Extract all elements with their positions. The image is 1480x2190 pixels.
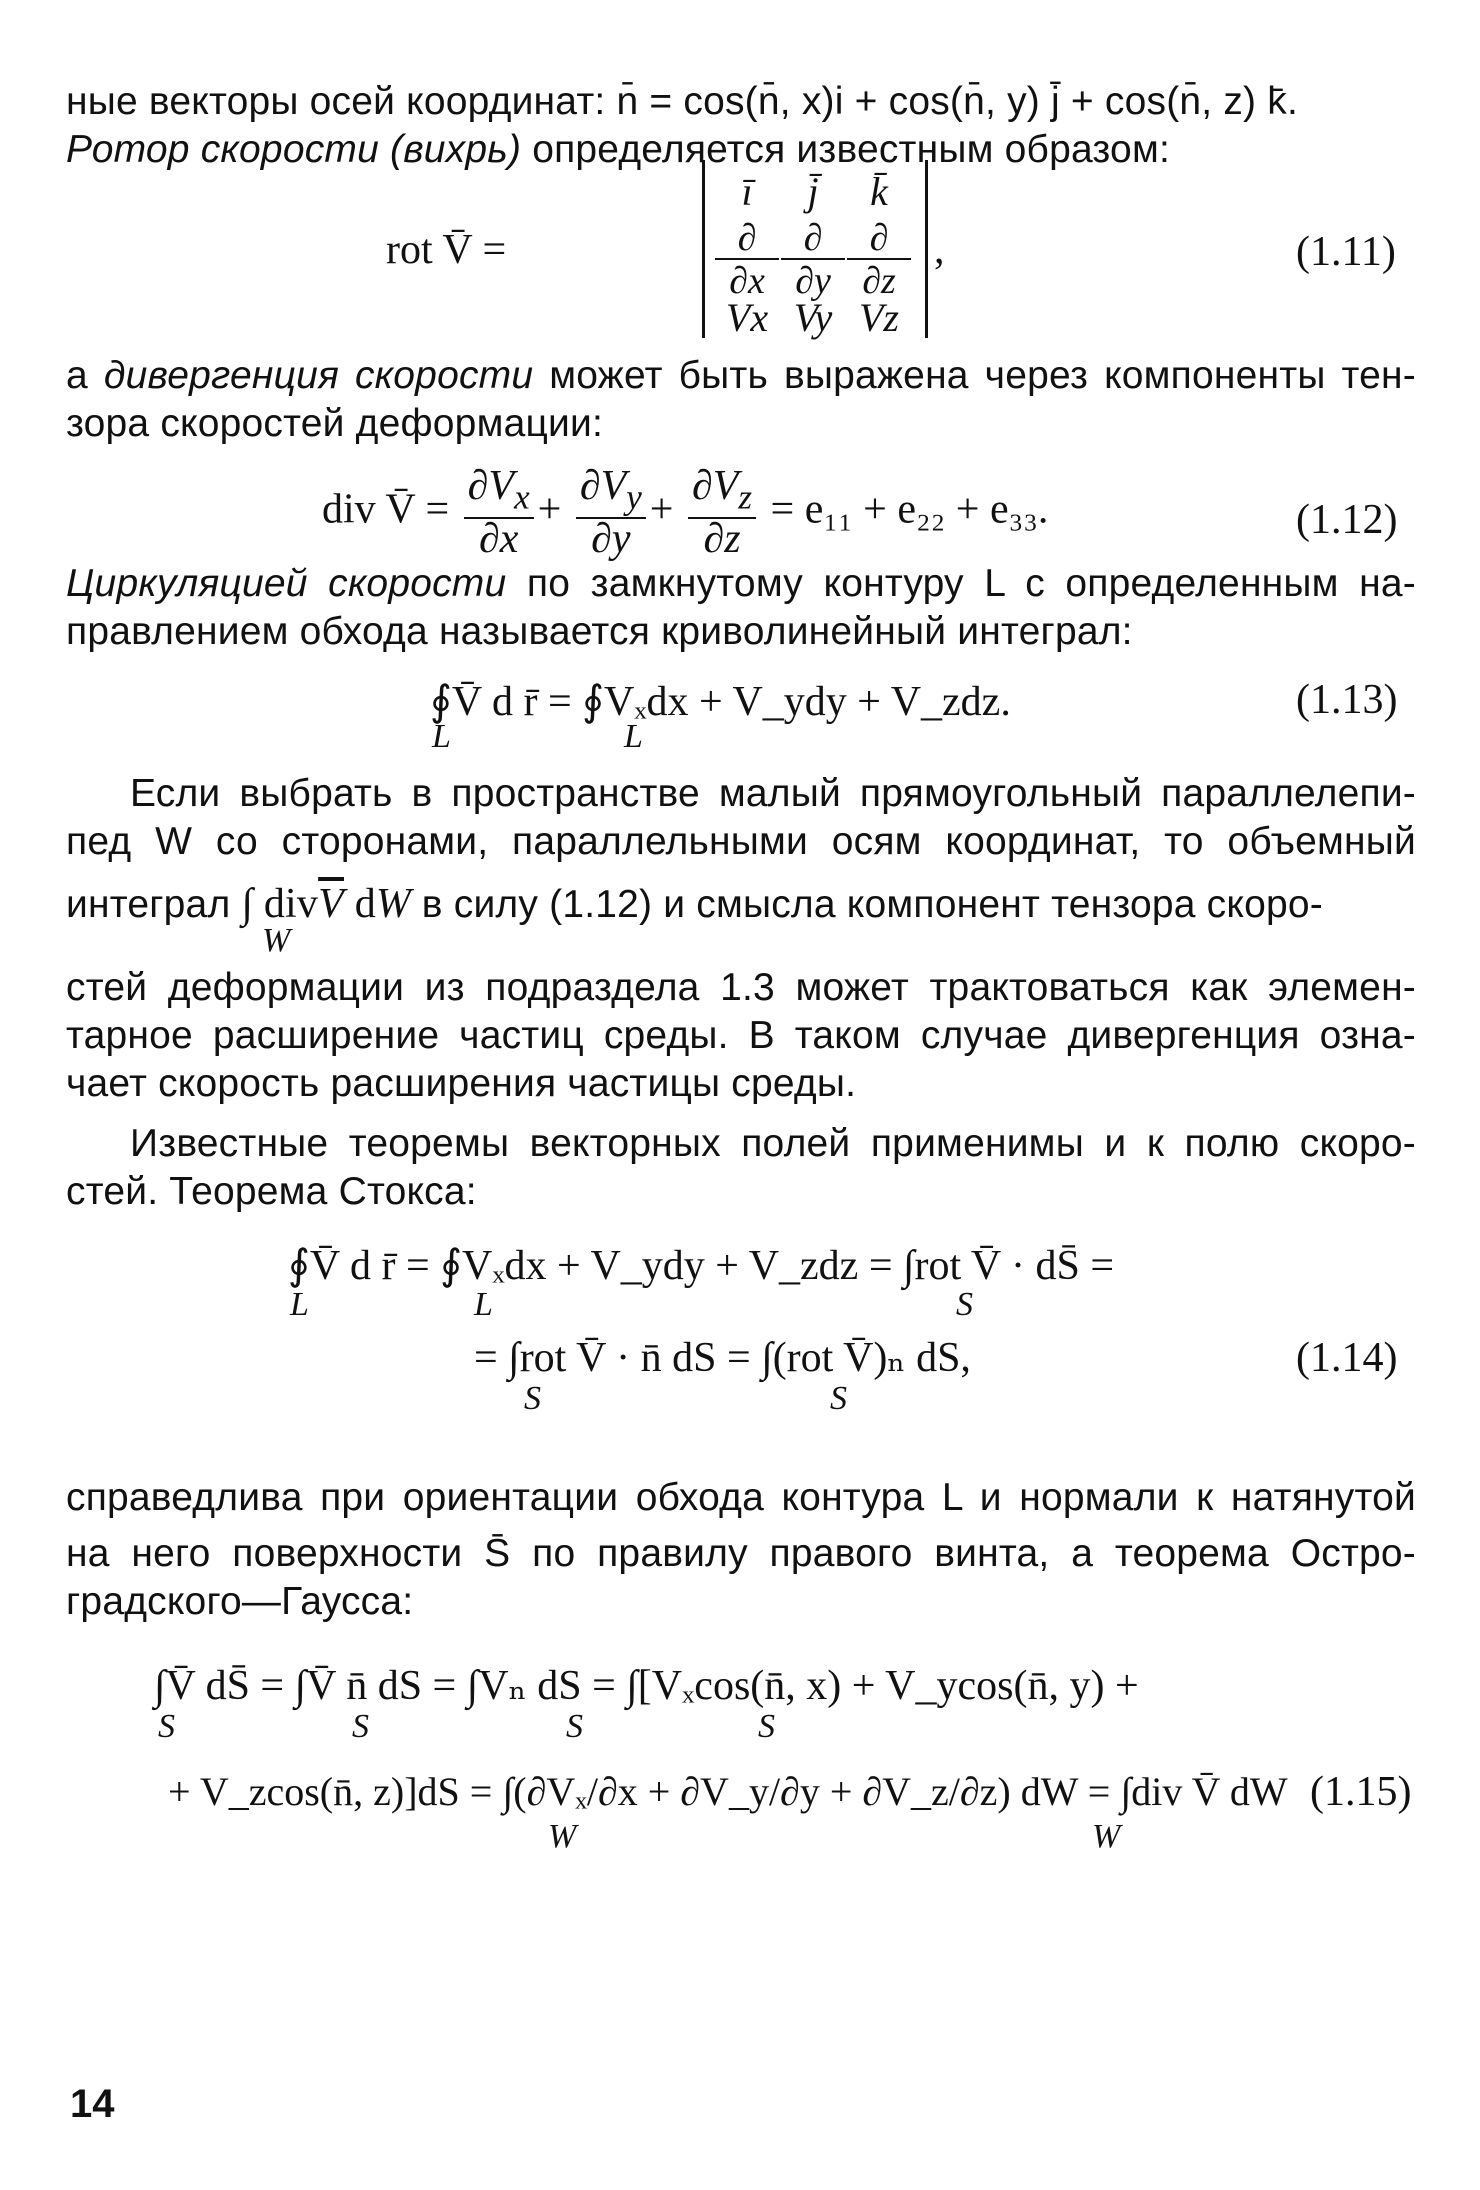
det-cell: Vz <box>859 295 899 340</box>
text-line: справедлива при ориентации обхода контура L и нормали к натянутой <box>66 1476 1416 1519</box>
integral-limit: W <box>262 922 291 959</box>
det-cell: k̄ <box>870 169 888 214</box>
integral-limit: L <box>624 718 643 755</box>
integral-limit: L <box>474 1286 493 1323</box>
divergence-equation: div V̄ = $\frac{\partial V_x}{\partial x}$ + $\frac{\partial V_y}{\partial y}$ + $\frac{\partial V_z}{\partial z}$ = e₁₁ + e₂₂ + e₃₃. <box>322 463 1049 563</box>
text-line: пед W со сторонами, параллельными осям координат, то объемный <box>66 820 1416 863</box>
gauss-equation-line1: ∫V̄ dS̄ = ∫V̄ n̄ dS = ∫Vₙ dS = ∫[Vₓcos(n̄, x) + V_ycos(n̄, y) + <box>154 1663 1139 1709</box>
text-line: а дивергенция скорости может быть выражена через компоненты тен- <box>66 354 1416 397</box>
text-line: Циркуляцией скорости по замкнутому контуру L с определенным на- <box>66 562 1416 605</box>
integral-limit: W <box>1092 1818 1121 1855</box>
text-line: Если выбрать в пространстве малый прямоугольный параллелепи- <box>130 772 1416 815</box>
text-line: Известные теоремы векторных полей применимы и к полю скоро- <box>130 1122 1416 1165</box>
emphasis-term: Ротор скорости (вихрь) <box>66 128 522 171</box>
partial-dz: ∂ ∂z <box>847 218 911 302</box>
integral-limit: S <box>524 1380 541 1417</box>
text-line: тарное расширение частиц среды. В таком случае дивергенция озна- <box>66 1014 1416 1057</box>
text-line: правлением обхода называется криволинейный интеграл: <box>66 610 1133 653</box>
partial-dx: ∂ ∂x <box>715 218 779 302</box>
text-line: зора скоростей деформации: <box>66 402 604 445</box>
equation-number: (1.12) <box>1296 497 1398 543</box>
equation-number: (1.13) <box>1296 677 1398 723</box>
integral-limit: S <box>352 1708 369 1745</box>
text-line: стей деформации из подраздела 1.3 может трактоваться как элемен- <box>66 966 1416 1009</box>
text-line: интеграл ∫ $div\overline{V}$ dW в силу (1.12) и смысла компонент тензора скоро- <box>66 881 1323 927</box>
integral-limit: S <box>956 1286 973 1323</box>
equation-number: (1.11) <box>1296 229 1396 275</box>
integral-limit: S <box>830 1380 847 1417</box>
stokes-equation-line1: ∮V̄ d r̄ = ∮Vₓdx + V_ydy + V_zdz = ∫rot V̄ · dS̄ = <box>288 1243 1115 1289</box>
gauss-equation-line2: + V_zcos(n̄, z)]dS = ∫(∂Vₓ/∂x + ∂V_y/∂y + ∂V_z/∂z) dW = ∫div V̄ dW <box>168 1769 1288 1814</box>
integral-limit: S <box>158 1708 175 1745</box>
emphasis-term: дивергенция скорости <box>103 354 534 397</box>
det-cell: Vy <box>793 295 833 340</box>
equation-number: (1.14) <box>1296 1335 1398 1381</box>
integral-limit: L <box>432 718 451 755</box>
det-cell: Vx <box>725 295 769 340</box>
stokes-equation-line2: = ∫rot V̄ · n̄ dS = ∫(rot V̄)ₙ dS, <box>474 1335 971 1381</box>
equation-number: (1.15) <box>1310 1769 1412 1815</box>
det-cell: ī <box>741 169 753 214</box>
integral-limit: W <box>548 1818 577 1855</box>
text-line: градского—Гаусса: <box>66 1580 414 1623</box>
emphasis-term: Циркуляцией скорости <box>66 562 507 605</box>
integral-limit: S <box>758 1708 775 1745</box>
partial-dy: ∂ ∂y <box>781 218 845 302</box>
integral-limit: S <box>566 1708 583 1745</box>
comma: , <box>934 227 945 273</box>
text-line <box>66 78 1416 126</box>
text-line: стей. Теорема Стокса: <box>66 1170 477 1213</box>
text-line: чает скорость расширения частицы среды. <box>66 1062 857 1105</box>
text-line: на него поверхности S̄ по правилу правого винта, а теорема Остро- <box>66 1532 1416 1575</box>
basis-vectors-text: ные векторы осей координат: n̄ = cos(n̄, x)i + cos(n̄, y) j̄ + cos(n̄, z) k̄. <box>66 80 1298 123</box>
determinant-matrix <box>702 160 928 338</box>
circulation-equation: ∮V̄ d r̄ = ∮Vₓdx + V_ydy + V_zdz. <box>430 679 1011 725</box>
text-span: определяется известным образом: <box>521 128 1170 171</box>
det-cell: j̄ <box>807 169 819 214</box>
page-number: 14 <box>70 2082 115 2126</box>
rot-label: rot V̄ = <box>386 227 507 273</box>
integral-limit: L <box>290 1286 309 1323</box>
